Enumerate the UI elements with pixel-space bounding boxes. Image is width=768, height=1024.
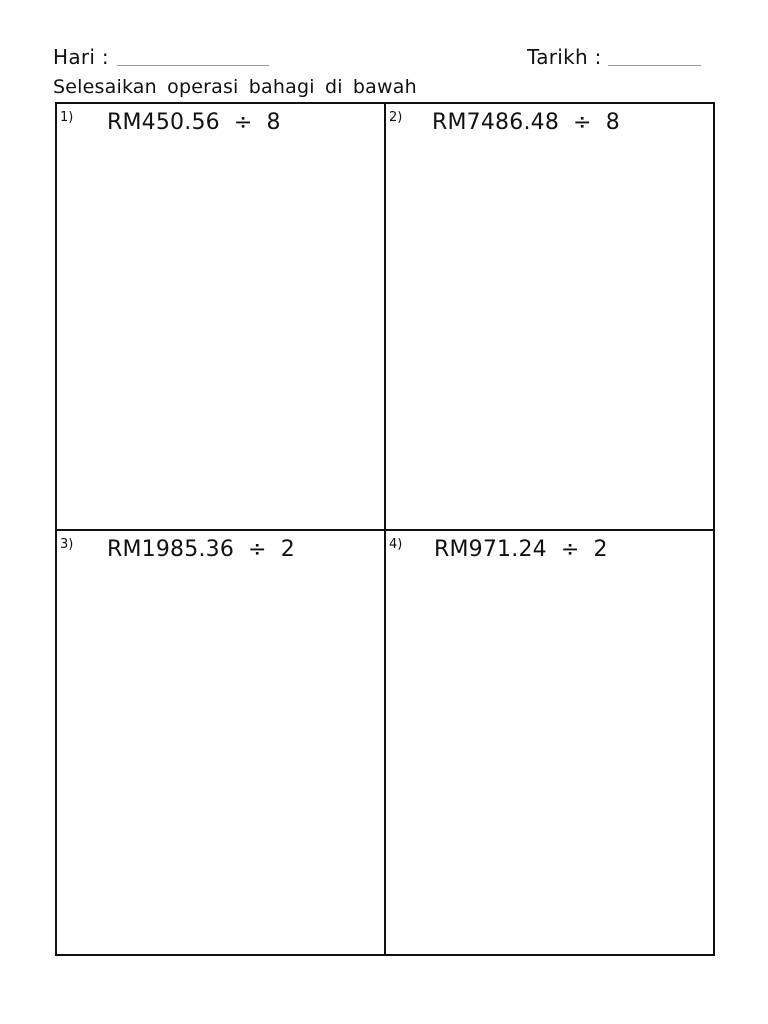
question-box-4[interactable] <box>386 531 713 956</box>
question-number: 3) <box>60 537 74 552</box>
answer-grid <box>55 102 715 956</box>
amount: RM7486.48 <box>432 110 560 135</box>
question-number: 4) <box>389 537 403 552</box>
amount: RM450.56 <box>107 110 220 135</box>
divisor: 8 <box>266 110 281 135</box>
divide-operator: ÷ <box>233 110 253 135</box>
divide-operator: ÷ <box>248 537 267 562</box>
divisor: 8 <box>605 110 620 135</box>
amount: RM971.24 <box>434 537 547 562</box>
question-number: 2) <box>389 110 403 125</box>
question-number: 1) <box>60 110 74 125</box>
divide-operator: ÷ <box>573 110 592 135</box>
division-expression <box>107 536 295 564</box>
date-write-line[interactable] <box>608 65 701 66</box>
divisor: 2 <box>280 537 295 562</box>
date-label: Tarikh : <box>527 45 602 69</box>
divisor: 2 <box>593 537 608 562</box>
division-expression <box>432 109 620 137</box>
day-label: Hari : <box>53 45 109 69</box>
question-box-2[interactable] <box>386 104 713 529</box>
question-box-1[interactable] <box>57 104 384 529</box>
amount: RM1985.36 <box>107 537 235 562</box>
question-box-3[interactable] <box>57 531 384 956</box>
day-write-line[interactable] <box>117 65 269 66</box>
division-expression <box>107 109 281 137</box>
instruction-text: Selesaikan operasi bahagi di bawah <box>53 76 417 98</box>
division-expression <box>434 536 608 564</box>
divide-operator: ÷ <box>560 537 580 562</box>
